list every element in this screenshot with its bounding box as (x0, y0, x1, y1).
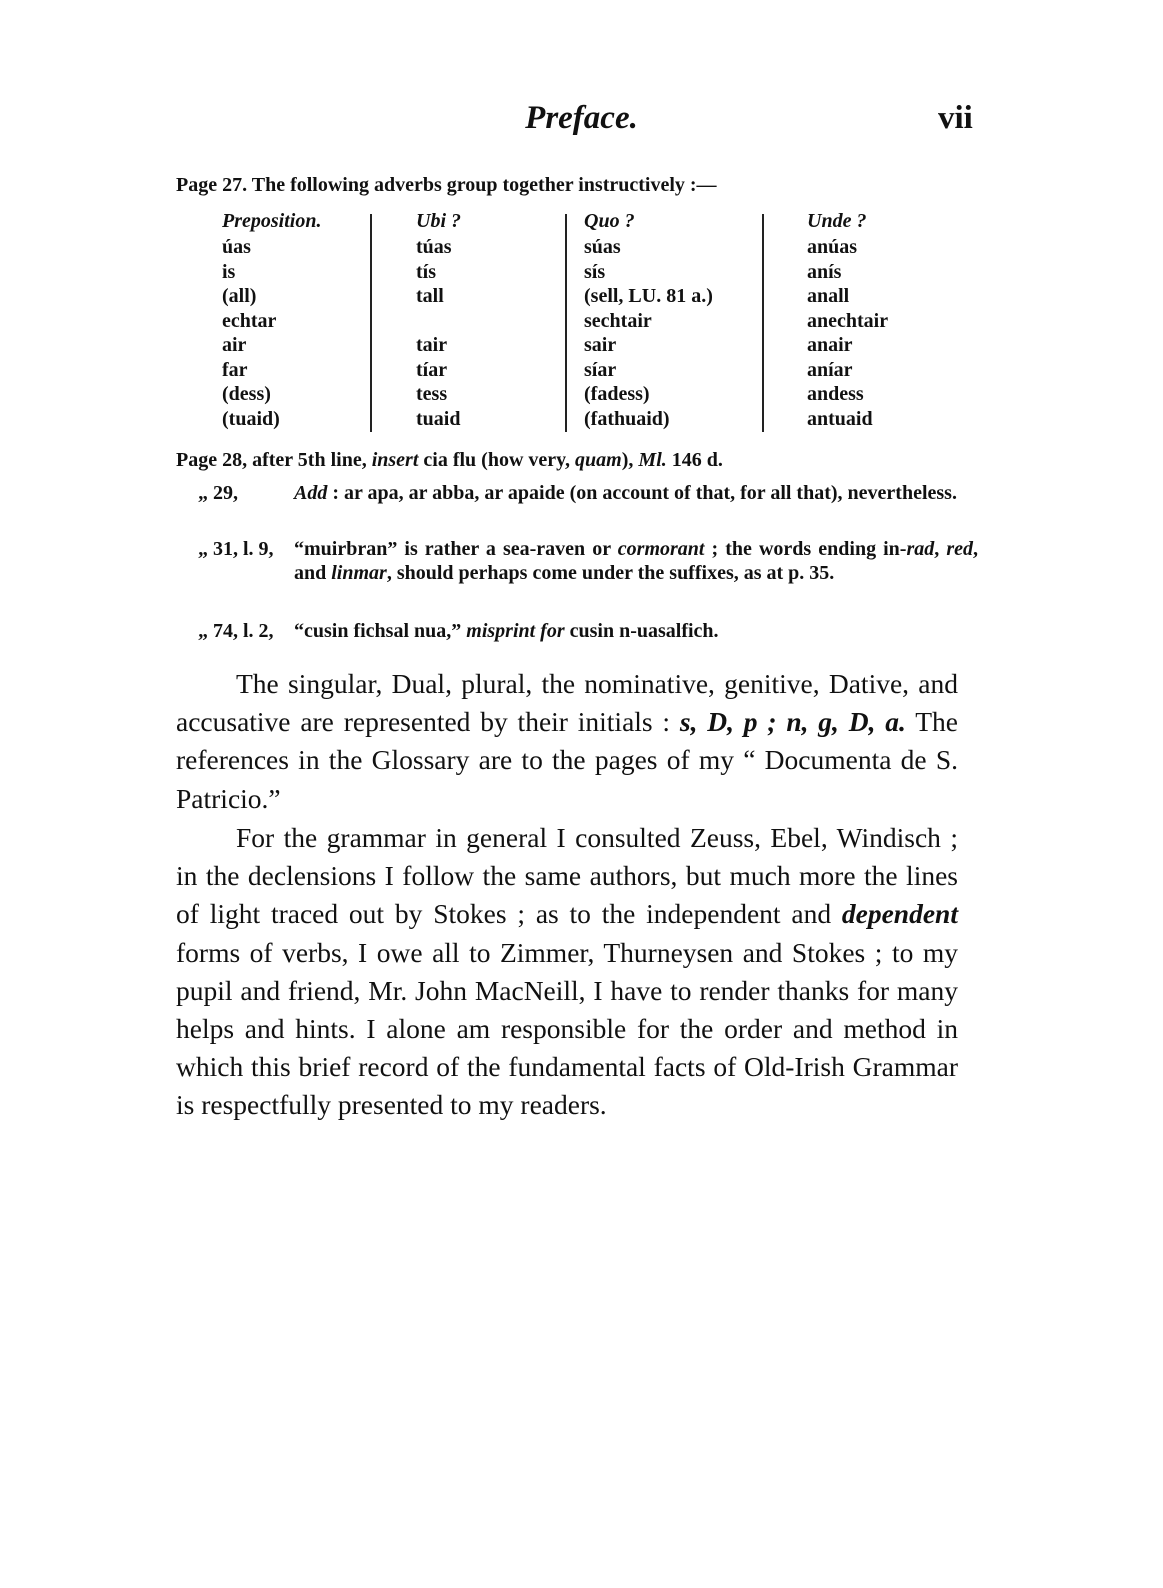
table-cell: sechtair (584, 309, 652, 332)
emphasis-text: dependent (841, 898, 958, 930)
table-cell: tís (416, 260, 436, 283)
text-run: “cusin fichsal nua,” (294, 620, 467, 642)
column-header: Unde ? (807, 210, 867, 232)
table-cell: tair (416, 334, 448, 356)
emphasis-text: rad (906, 538, 935, 560)
table-column-ubi (416, 210, 461, 432)
table-cell: anís (807, 260, 842, 283)
text-run: , should perhaps come under the suffixes, as at p. 35. (386, 562, 835, 584)
column-header: Ubi ? (416, 210, 461, 232)
table-cell: tíar (416, 358, 448, 381)
table-cell: aníar (807, 358, 853, 381)
table-cell: tall (416, 285, 444, 307)
note-text (294, 537, 978, 585)
table-cell: síar (584, 358, 617, 381)
table-cell: tess (416, 383, 448, 405)
table-cell: antuaid (807, 407, 873, 430)
emphasis-text: Ml. (638, 449, 667, 471)
emphasis-text: insert (371, 449, 419, 471)
text-run: , and (294, 538, 978, 584)
table-cell: (dess) (222, 383, 271, 405)
column-rule (565, 214, 567, 432)
table-cell: echtar (222, 309, 277, 332)
errata-note (198, 537, 978, 612)
column-rule (762, 214, 764, 432)
table-cell: (fadess) (584, 383, 650, 405)
note-text (294, 619, 978, 643)
table-cell: sís (584, 260, 606, 283)
emphasis-text: quam (575, 449, 622, 471)
text-run: “muirbran” is rather a sea-raven or (294, 538, 618, 560)
note-text (252, 449, 723, 471)
table-cell: súas (584, 236, 621, 258)
table-cell: sair (584, 334, 617, 356)
table-cell: úas (222, 236, 251, 258)
note-mark: „ 31, l. 9, (198, 538, 274, 560)
emphasis-text: Add (294, 482, 328, 504)
text-run: 146 d. (666, 449, 723, 471)
table-cell: anúas (807, 236, 858, 258)
errata-note (198, 481, 978, 531)
table-column-unde (807, 210, 888, 432)
adverb-table (214, 210, 974, 436)
emphasis-text: cormorant (617, 538, 705, 560)
column-rule (370, 214, 372, 432)
table-cell: far (222, 358, 248, 381)
text-run: cia flu (how very, (418, 449, 576, 471)
table-cell: andess (807, 383, 864, 405)
intro-line: Page 27. The following adverbs group together instructively :— (176, 174, 717, 196)
emphasis-text: red (946, 538, 973, 560)
table-cell (416, 310, 461, 335)
text-run: For the grammar in general I consulted Zeuss, Ebel, Windisch ; in the declensions I follow the same authors, but much more the lines of light traced out by Stokes ; as to the independent and (176, 822, 958, 930)
table-cell: anechtair (807, 309, 889, 332)
table-cell: (all) (222, 285, 257, 307)
table-cell: (sell, LU. 81 a.) (584, 285, 713, 307)
emphasis-text: misprint for (466, 620, 565, 642)
text-run: forms of verbs, I owe all to Zimmer, Thurneysen and Stokes ; to my pupil and friend, Mr. John MacNeill, I have to render thanks for many helps and hints. I alone am responsible for the order and method in which this brief record of the fundamental facts of Old-Irish Grammar is respectfully presented to my readers. (176, 936, 958, 1121)
table-column-quo (584, 210, 713, 432)
running-title: Preface. (525, 100, 638, 136)
table-cell: anall (807, 285, 850, 307)
text-run: ), (621, 449, 639, 471)
table-cell: air (222, 334, 247, 356)
text-run: The singular, Dual, plural, the nominative, genitive, Dative, and accusative are represented by their initials : (176, 668, 958, 738)
table-cell: (fathuaid) (584, 407, 670, 430)
table-cell: tuaid (416, 407, 461, 430)
errata-note (176, 448, 976, 472)
text-run: , (934, 538, 947, 560)
paragraph-acknowledgements (176, 819, 958, 1125)
page-number: vii (938, 100, 973, 136)
column-header: Quo ? (584, 210, 635, 232)
paragraph-abbreviations (176, 665, 958, 818)
text-run: ; the words ending in- (704, 538, 907, 560)
emphasis-text: linmar (331, 562, 387, 584)
text-run: cusin n-uasalfich. (564, 620, 719, 642)
note-mark: „ 29, (198, 482, 238, 504)
table-column-preposition (222, 210, 321, 432)
table-cell: is (222, 260, 236, 283)
text-run: after 5th line, (252, 449, 372, 471)
text-run: The references in the Glossary are to the pages of my “ Documenta de S. Patricio.” (176, 706, 958, 814)
column-header: Preposition. (222, 210, 322, 232)
table-cell: túas (416, 236, 452, 258)
note-text (294, 481, 978, 505)
text-run: : ar apa, ar abba, ar apaide (on account of that, for all that), nevertheless. (327, 482, 957, 504)
note-mark: „ 74, l. 2, (198, 620, 274, 642)
table-cell: (tuaid) (222, 407, 280, 430)
note-mark: Page 28, (176, 449, 248, 471)
emphasis-text: s, D, p ; n, g, D, a. (679, 706, 906, 738)
table-cell: anair (807, 334, 853, 356)
